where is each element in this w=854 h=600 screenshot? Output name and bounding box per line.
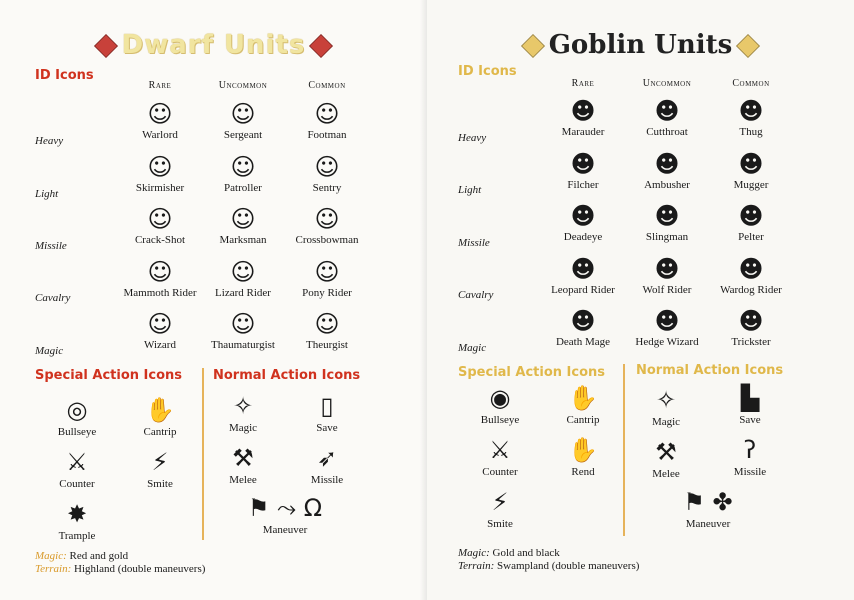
action-missile: ʔ Missile	[710, 436, 790, 478]
row-label-missile: Missile	[458, 237, 490, 249]
action-magic: ✧ Magic	[626, 386, 706, 428]
unit-crossbowman: ☺ Crossbowman	[295, 205, 359, 246]
claw-icon: ✋	[568, 436, 598, 464]
column-header-uncommon: Uncommon	[218, 80, 268, 91]
hand-icon: ✋	[145, 396, 175, 424]
sling-icon: ʔ	[743, 436, 757, 464]
cube-icon	[94, 33, 118, 57]
trample-icon: ✸	[66, 500, 88, 528]
dwarf-head-icon: ☺	[314, 100, 340, 128]
column-header-uncommon: Uncommon	[642, 78, 692, 89]
unit-deadeye: ☻ Deadeye	[563, 202, 603, 243]
shield-icon: ▯	[320, 392, 334, 420]
unit-warlord: ☺ Warlord	[142, 100, 178, 141]
unit-marksman: ☺ Marksman	[219, 205, 267, 246]
dwarf-head-icon: ☺	[230, 153, 256, 181]
unit-lizard-rider: ☺ Lizard Rider	[215, 258, 271, 299]
action-trample: ✸ Trample	[37, 500, 117, 542]
page-title: Goblin Units	[427, 30, 854, 60]
row-label-magic: Magic	[458, 342, 487, 354]
axe-icon: ⚒	[655, 438, 677, 466]
goblin-head-icon: ☻	[654, 255, 680, 283]
action-save: ▙ Save	[710, 384, 790, 426]
goblin-head-icon: ☻	[738, 202, 764, 230]
goblin-head-icon: ☻	[654, 307, 680, 335]
bullseye-icon: ◎	[66, 396, 88, 424]
axe-icon: ⚒	[232, 444, 254, 472]
shield-icon: ▙	[740, 384, 760, 412]
row-label-heavy: Heavy	[35, 135, 64, 147]
dwarf-head-icon: ☺	[230, 100, 256, 128]
row-label-light: Light	[35, 188, 59, 200]
goblin-page	[427, 0, 854, 600]
action-missile: ➶ Missile	[287, 444, 367, 486]
action-bullseye: ◉ Bullseye	[460, 384, 540, 426]
dwarf-head-icon: ☺	[230, 205, 256, 233]
action-magic: ✧ Magic	[203, 392, 283, 434]
maneuver-icon: ⚑ ✤	[683, 488, 733, 516]
special-action-icons-heading: Special Action Icons	[458, 365, 606, 380]
page-title: Dwarf Units	[0, 30, 427, 60]
goblin-head-icon: ☻	[738, 150, 764, 178]
goblin-head-icon: ☻	[738, 97, 764, 125]
sparkle-icon: ✧	[232, 392, 254, 420]
goblin-head-icon: ☻	[570, 97, 596, 125]
action-maneuver: ⚑ ⤳ Ω Maneuver	[245, 494, 325, 536]
goblin-head-icon: ☻	[738, 255, 764, 283]
unit-patroller: ☺ Patroller	[224, 153, 262, 194]
cube-icon	[309, 33, 333, 57]
goblin-head-icon: ☻	[654, 202, 680, 230]
section-divider	[623, 364, 625, 536]
crossed-axes-icon: ⚔	[66, 448, 88, 476]
row-label-magic: Magic	[35, 345, 64, 357]
unit-theurgist: ☺ Theurgist	[306, 310, 348, 351]
dwarf-head-icon: ☺	[314, 258, 340, 286]
smite-icon: ⚡	[491, 488, 509, 516]
action-rend: ✋ Rend	[543, 436, 623, 478]
unit-thaumaturgist: ☺ Thaumaturgist	[211, 310, 275, 351]
cube-icon	[521, 34, 545, 58]
goblin-head-icon: ☻	[570, 307, 596, 335]
row-label-heavy: Heavy	[458, 132, 487, 144]
column-header-rare: Rare	[148, 80, 172, 91]
action-bullseye: ◎ Bullseye	[37, 396, 117, 438]
unit-marauder: ☻ Marauder	[561, 97, 605, 138]
unit-sentry: ☺ Sentry	[312, 153, 342, 194]
dwarf-head-icon: ☺	[314, 310, 340, 338]
unit-cutthroat: ☻ Cutthroat	[646, 97, 688, 138]
crossbow-icon: ➶	[316, 444, 338, 472]
dwarf-head-icon: ☺	[147, 153, 173, 181]
row-label-cavalry: Cavalry	[458, 289, 494, 301]
cube-icon	[736, 34, 760, 58]
faction-info: Magic: Red and gold Terrain: Highland (double maneuvers)	[35, 550, 206, 575]
dwarf-head-icon: ☺	[147, 310, 173, 338]
column-header-common: Common	[732, 78, 770, 89]
goblin-head-icon: ☻	[570, 255, 596, 283]
bullseye-icon: ◉	[489, 384, 511, 412]
action-maneuver: ⚑ ✤ Maneuver	[668, 488, 748, 530]
unit-crack-shot: ☺ Crack-Shot	[134, 205, 186, 246]
row-label-cavalry: Cavalry	[35, 292, 71, 304]
dwarf-head-icon: ☺	[147, 258, 173, 286]
dwarf-head-icon: ☺	[230, 310, 256, 338]
unit-mugger: ☻ Mugger	[733, 150, 769, 191]
id-icons-heading: ID Icons	[458, 64, 517, 79]
dwarf-head-icon: ☺	[314, 153, 340, 181]
action-save: ▯ Save	[287, 392, 367, 434]
hand-icon: ✋	[568, 384, 598, 412]
unit-pony-rider: ☺ Pony Rider	[302, 258, 352, 299]
smite-icon: ⚡	[151, 448, 169, 476]
action-melee: ⚒ Melee	[203, 444, 283, 486]
unit-skirmisher: ☺ Skirmisher	[135, 153, 185, 194]
maneuver-icon: ⚑ ⤳ Ω	[247, 494, 323, 522]
unit-slingman: ☻ Slingman	[645, 202, 689, 243]
unit-death-mage: ☻ Death Mage	[555, 307, 611, 348]
dwarf-head-icon: ☺	[147, 205, 173, 233]
unit-pelter: ☻ Pelter	[706, 202, 796, 243]
dwarf-head-icon: ☺	[230, 258, 256, 286]
crossed-axes-icon: ⚔	[489, 436, 511, 464]
unit-sergeant: ☺ Sergeant	[223, 100, 263, 141]
unit-hedge-wizard: ☻ Hedge Wizard	[635, 307, 699, 348]
dwarf-head-icon: ☺	[314, 205, 340, 233]
normal-action-icons-heading: Normal Action Icons	[636, 363, 784, 378]
dwarf-head-icon: ☺	[147, 100, 173, 128]
goblin-head-icon: ☻	[654, 97, 680, 125]
unit-wardog-rider: ☻ Wardog Rider	[720, 255, 782, 296]
action-smite: ⚡ Smite	[120, 448, 200, 490]
unit-leopard-rider: ☻ Leopard Rider	[551, 255, 615, 296]
unit-footman: ☺ Footman	[307, 100, 347, 141]
goblin-head-icon: ☻	[738, 307, 764, 335]
action-cantrip: ✋ Cantrip	[120, 396, 200, 438]
goblin-head-icon: ☻	[654, 150, 680, 178]
goblin-head-icon: ☻	[570, 202, 596, 230]
unit-ambusher: ☻ Ambusher	[644, 150, 690, 191]
action-smite: ⚡ Smite	[460, 488, 540, 530]
column-header-common: Common	[308, 80, 346, 91]
unit-trickster: ☻ Trickster	[731, 307, 771, 348]
action-cantrip: ✋ Cantrip	[543, 384, 623, 426]
action-counter: ⚔ Counter	[37, 448, 117, 490]
action-melee: ⚒ Melee	[626, 438, 706, 480]
unit-thug: ☻ Thug	[706, 97, 796, 138]
unit-mammoth-rider: ☺ Mammoth Rider	[123, 258, 197, 299]
unit-wizard: ☺ Wizard	[144, 310, 176, 351]
id-icons-heading: ID Icons	[35, 68, 94, 83]
faction-info: Magic: Gold and black Terrain: Swampland (double maneuvers)	[458, 547, 640, 572]
special-action-icons-heading: Special Action Icons	[35, 368, 183, 383]
unit-filcher: ☻ Filcher	[567, 150, 599, 191]
row-label-missile: Missile	[35, 240, 67, 252]
goblin-head-icon: ☻	[570, 150, 596, 178]
normal-action-icons-heading: Normal Action Icons	[213, 368, 361, 383]
column-header-rare: Rare	[571, 78, 595, 89]
sparkle-icon: ✧	[655, 386, 677, 414]
row-label-light: Light	[458, 184, 482, 196]
action-counter: ⚔ Counter	[460, 436, 540, 478]
unit-wolf-rider: ☻ Wolf Rider	[642, 255, 692, 296]
